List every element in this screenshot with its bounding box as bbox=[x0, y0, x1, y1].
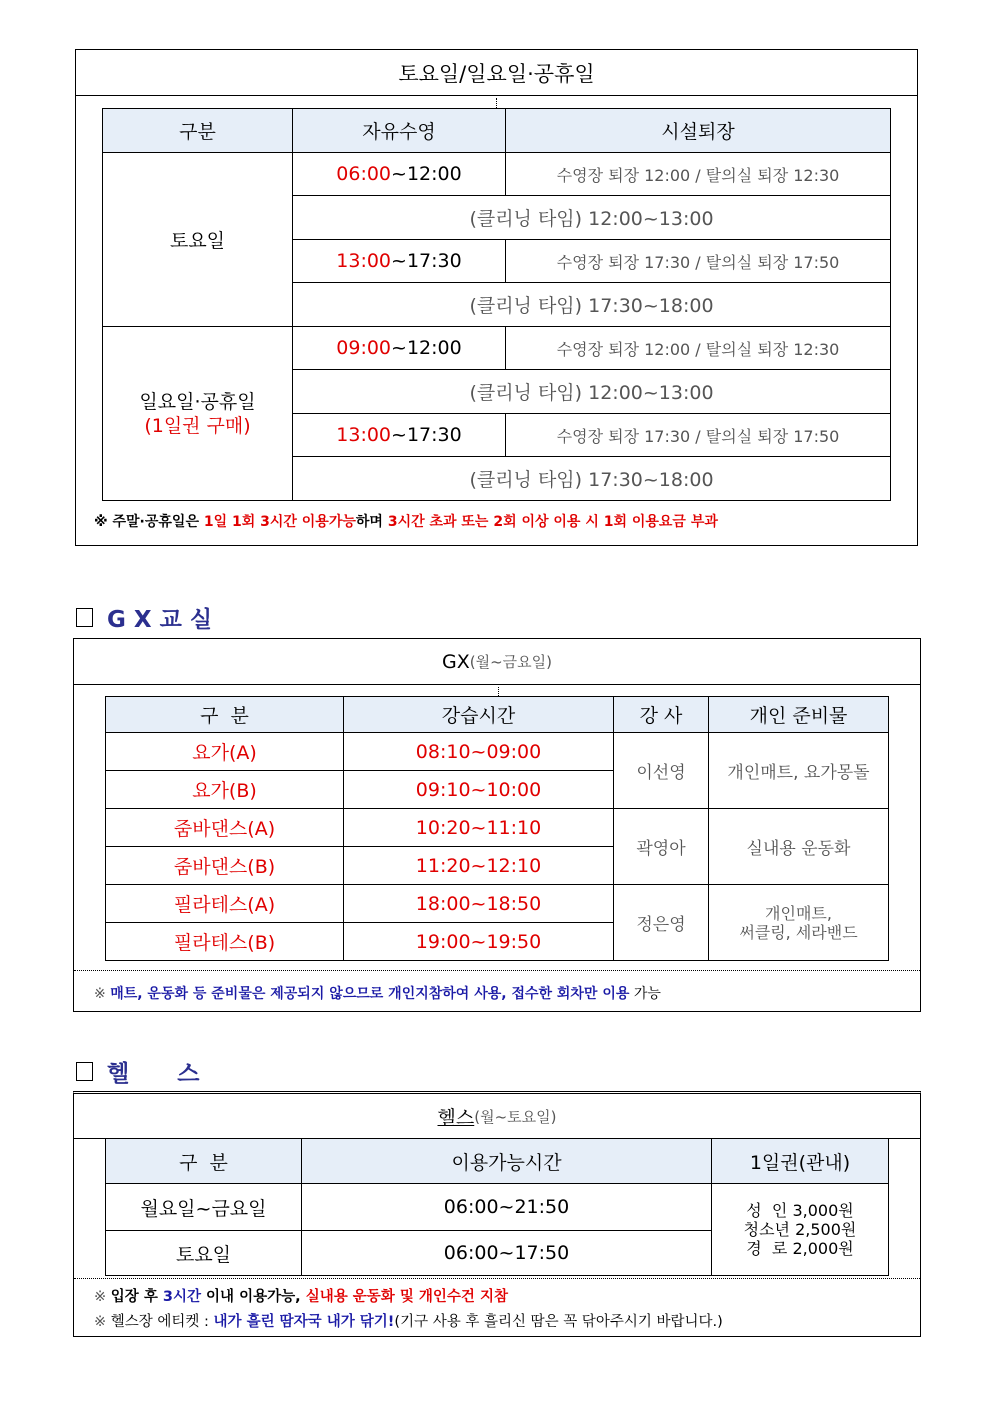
header-class-time: 강습시간 bbox=[344, 697, 614, 733]
checkbox-icon bbox=[76, 608, 93, 627]
header-supplies: 개인 준비물 bbox=[709, 697, 889, 733]
day-pass-note: (1일권 구매) bbox=[144, 414, 251, 437]
health-title: 헬스 bbox=[437, 1106, 475, 1129]
health-note-divider bbox=[74, 1278, 920, 1279]
instructor-name: 이선영 bbox=[614, 733, 709, 809]
header-instructor: 강 사 bbox=[614, 697, 709, 733]
instructor-name: 정은영 bbox=[614, 885, 709, 961]
health-title-days: (월~토요일) bbox=[474, 1107, 557, 1126]
class-name: 요가(A) bbox=[106, 733, 344, 771]
class-name: 필라테스(A) bbox=[106, 885, 344, 923]
health-etiquette-note: ※ 헬스장 에티켓 : 내가 흘린 땀자국 내가 닦기!(기구 사용 후 흘리신 땀은 꼭 닦아주시기 바랍니다.) bbox=[94, 1314, 723, 1330]
cleaning-time: (클리닝 타임) 12:00~13:00 bbox=[293, 196, 891, 240]
gx-title-bar bbox=[74, 639, 920, 685]
instructor-name: 곽영아 bbox=[614, 809, 709, 885]
divider-mark bbox=[498, 687, 499, 696]
class-time: 10:20~11:10 bbox=[344, 809, 614, 847]
header-facility-exit: 시설퇴장 bbox=[506, 109, 891, 153]
supplies: 개인매트, 써클링, 세라밴드 bbox=[709, 885, 889, 961]
checkbox-icon bbox=[76, 1062, 93, 1081]
gx-class-table bbox=[105, 696, 889, 961]
divider-mark bbox=[496, 98, 497, 108]
class-time: 19:00~19:50 bbox=[344, 923, 614, 961]
supplies: 실내용 운동화 bbox=[709, 809, 889, 885]
session-exit-info: 수영장 퇴장 17:30 / 탈의실 퇴장 17:50 bbox=[506, 240, 891, 283]
session-time: 13:00~17:30 bbox=[293, 414, 506, 457]
session-exit-info: 수영장 퇴장 12:00 / 탈의실 퇴장 12:30 bbox=[506, 153, 891, 196]
weekend-schedule-title-bar bbox=[76, 50, 917, 96]
session-exit-info: 수영장 퇴장 12:00 / 탈의실 퇴장 12:30 bbox=[506, 327, 891, 370]
day-label: 월요일~금요일 bbox=[106, 1184, 302, 1231]
header-day-pass: 1일권(관내) bbox=[712, 1139, 889, 1184]
class-name: 줌바댄스(B) bbox=[106, 847, 344, 885]
supplies: 개인매트, 요가몽돌 bbox=[709, 733, 889, 809]
gx-title-days: (월~금요일) bbox=[469, 653, 552, 671]
health-hours-table bbox=[105, 1138, 889, 1276]
header-category: 구 분 bbox=[106, 697, 344, 733]
cleaning-time: (클리닝 타임) 17:30~18:00 bbox=[293, 283, 891, 327]
header-category: 구 분 bbox=[106, 1139, 302, 1184]
gx-title: GX bbox=[442, 650, 470, 673]
session-time: 06:00~12:00 bbox=[293, 153, 506, 196]
cleaning-time: (클리닝 타임) 12:00~13:00 bbox=[293, 370, 891, 414]
class-name: 줌바댄스(A) bbox=[106, 809, 344, 847]
session-time: 13:00~17:30 bbox=[293, 240, 506, 283]
day-label: 토요일 bbox=[106, 1231, 302, 1276]
class-time: 11:20~12:10 bbox=[344, 847, 614, 885]
health-section-heading: 헬 스 bbox=[76, 1055, 199, 1088]
available-hours: 06:00~21:50 bbox=[302, 1184, 712, 1231]
health-entry-note: ※ 입장 후 3시간 이내 이용가능, 실내용 운동화 및 개인수건 지참 bbox=[94, 1289, 508, 1305]
class-name: 요가(B) bbox=[106, 771, 344, 809]
group-label-saturday: 토요일 bbox=[103, 153, 293, 327]
day-pass-prices: 성 인 3,000원 청소년 2,500원 경 로 2,000원 bbox=[712, 1184, 889, 1276]
header-category: 구분 bbox=[103, 109, 293, 153]
class-name: 필라테스(B) bbox=[106, 923, 344, 961]
gx-section-heading: G X 교 실 bbox=[76, 601, 212, 634]
group-label-sunday-holiday: 일요일·공휴일 (1일권 구매) bbox=[103, 327, 293, 501]
available-hours: 06:00~17:50 bbox=[302, 1231, 712, 1276]
class-time: 18:00~18:50 bbox=[344, 885, 614, 923]
header-free-swim: 자유수영 bbox=[293, 109, 506, 153]
header-available-hours: 이용가능시간 bbox=[302, 1139, 712, 1184]
gx-note-divider bbox=[74, 970, 920, 971]
health-title-bar bbox=[74, 1094, 920, 1139]
cleaning-time: (클리닝 타임) 17:30~18:00 bbox=[293, 457, 891, 501]
weekend-usage-note: ※ 주말·공휴일은 1일 1회 3시간 이용가능하며 3시간 초과 또는 2회 이상 이용 시 1회 이용요금 부과 bbox=[94, 514, 718, 530]
gx-supplies-note: ※ 매트, 운동화 등 준비물은 제공되지 않으므로 개인지참하여 사용, 접수한 회차만 이용 가능 bbox=[94, 986, 661, 1002]
class-time: 09:10~10:00 bbox=[344, 771, 614, 809]
weekend-schedule-table bbox=[102, 108, 891, 501]
class-time: 08:10~09:00 bbox=[344, 733, 614, 771]
session-time: 09:00~12:00 bbox=[293, 327, 506, 370]
session-exit-info: 수영장 퇴장 17:30 / 탈의실 퇴장 17:50 bbox=[506, 414, 891, 457]
weekend-schedule-title: 토요일/일요일·공휴일 bbox=[398, 61, 595, 86]
